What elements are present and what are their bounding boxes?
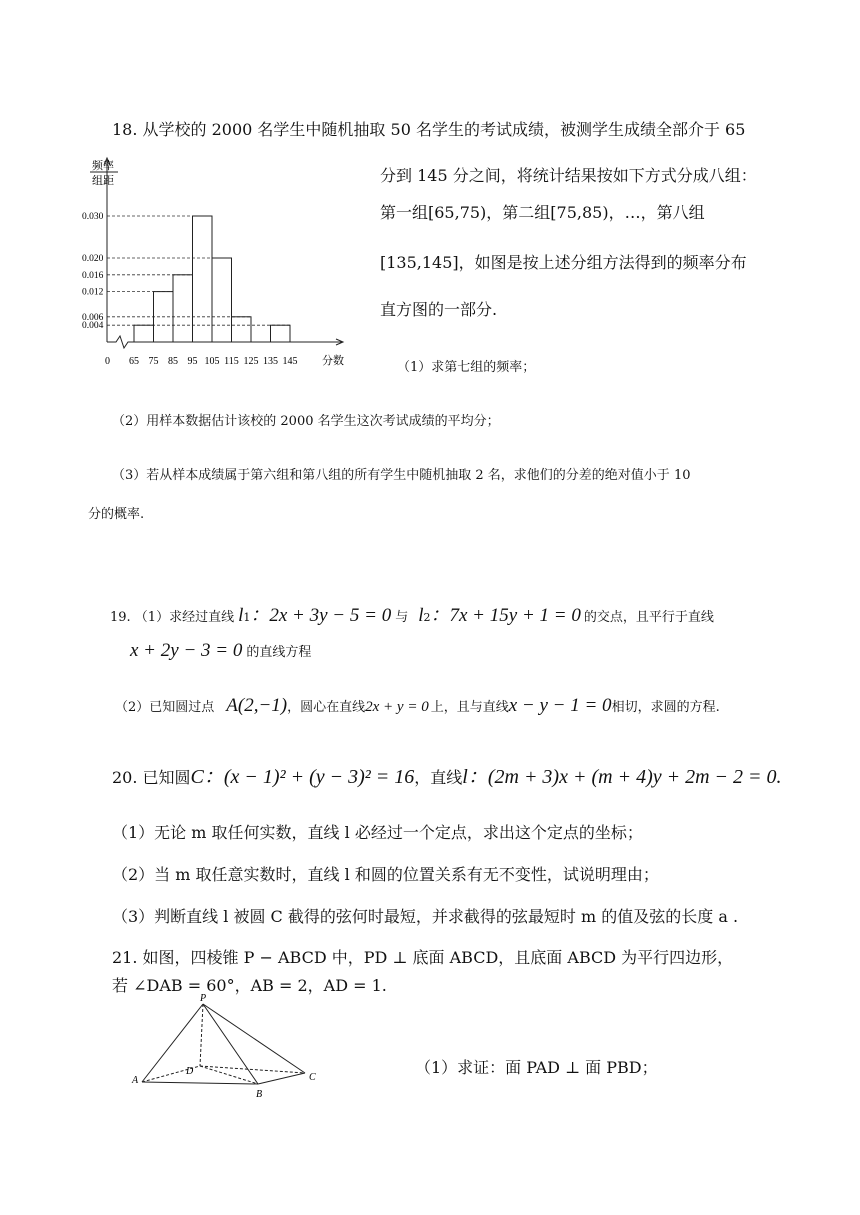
edge-pc <box>203 1004 305 1073</box>
vertex-c: C <box>309 1072 316 1083</box>
q18-part2: （2）用样本数据估计该校的 2000 名学生这次考试成绩的平均分； <box>112 414 500 429</box>
q19-part2-d: 相切，求圆的方程. <box>611 700 720 715</box>
x-tick-label: 115 <box>224 356 239 367</box>
q18-part3-line1: （3）若从样本成绩属于第六组和第八组的所有学生中随机抽取 2 名，求他们的分差的绝对值小于 10 <box>112 468 691 483</box>
x-tick-label: 65 <box>129 356 139 367</box>
histogram-bar <box>193 216 213 342</box>
histogram-x-ticks <box>129 356 298 367</box>
q19-part2-a: （2）已知圆过点 <box>115 700 215 715</box>
q19-part1-tail: 的交点，且平行于直线 <box>583 610 714 625</box>
q19-part2-b: ，圆心在直线 <box>287 700 366 715</box>
q21-line2: 若 ∠DAB = 60°，AB = 2，AD = 1. <box>112 976 387 995</box>
l2-equation: ：7x + 15y + 1 = 0 <box>430 605 581 626</box>
q20-statement <box>112 760 782 789</box>
q19-part1-label: 19. （1）求经过直线 <box>110 610 235 625</box>
x-tick-label: 85 <box>168 356 178 367</box>
y-label-bottom: 组距 <box>92 175 114 187</box>
l1-symbol: l <box>238 605 244 626</box>
q20-part1: （1）无论 m 取任何实数，直线 l 必经过一个定点，求出这个定点的坐标； <box>112 823 643 842</box>
histogram-bar <box>271 325 291 342</box>
x-axis-label: 分数 <box>322 355 344 367</box>
histogram-bar <box>134 325 154 342</box>
edge-db <box>200 1066 258 1084</box>
q18-line4: [135,145]，如图是按上述分组方法得到的频率分布 <box>380 253 747 272</box>
y-label-top: 频率 <box>92 160 114 172</box>
l1-subscript: 1 <box>243 611 251 624</box>
x-tick-label: 95 <box>187 356 198 367</box>
histogram-bar <box>212 258 232 342</box>
q18-line2: 分到 145 分之间，将统计结果按如下方式分成八组： <box>380 166 757 185</box>
histogram-bar <box>173 275 193 342</box>
histogram-bar <box>232 317 252 342</box>
parallel-line-equation: x + 2y − 3 = 0 <box>130 640 243 661</box>
center-line-equation: 2x + y = 0 <box>365 699 429 715</box>
y-tick-label: 0.030 <box>82 212 104 222</box>
q19-part2 <box>115 695 720 717</box>
point-a: A(2,−1) <box>226 695 288 716</box>
q19-part1-line2 <box>130 640 311 662</box>
q19-part1-line1 <box>110 600 714 627</box>
line-equation: l：(2m + 3)x + (m + 4)y + 2m − 2 = 0. <box>462 766 782 788</box>
q19-and: 与 <box>395 610 409 625</box>
l2-subscript: 2 <box>423 611 431 624</box>
q19-part1-line-tail: 的直线方程 <box>246 645 312 660</box>
edge-pa <box>142 1004 203 1082</box>
l1-equation: ：2x + 3y − 5 = 0 <box>250 605 392 626</box>
x-tick-label: 135 <box>263 356 278 367</box>
y-tick-label: 0.012 <box>82 287 104 298</box>
circle-equation: C：(x − 1)² + (y − 3)² = 16 <box>190 766 415 788</box>
q18-line1: 18. 从学校的 2000 名学生中随机抽取 50 名学生的考试成绩，被测学生成绩全部介于 65 <box>112 120 746 139</box>
y-tick-label: 0.004 <box>82 321 104 332</box>
q18-line5: 直方图的一部分. <box>380 300 498 319</box>
histogram-y-ticks <box>82 212 104 331</box>
tangent-line-equation: x − y − 1 = 0 <box>508 695 612 716</box>
q19-part2-c: 上，且与直线 <box>430 700 509 715</box>
histogram-axes <box>104 158 343 348</box>
x-tick-label: 145 <box>282 356 298 367</box>
origin-label: 0 <box>105 356 110 367</box>
edge-ab <box>142 1082 258 1084</box>
y-tick-label: 0.020 <box>82 254 104 264</box>
vertex-a: A <box>132 1075 139 1086</box>
l2-symbol: l <box>418 605 424 626</box>
edge-pb <box>203 1004 258 1084</box>
x-tick-label: 75 <box>148 356 159 367</box>
q20-mid: ，直线 <box>414 768 463 787</box>
edge-dc <box>200 1066 305 1073</box>
x-tick-label: 105 <box>204 356 220 367</box>
edge-bc <box>258 1073 305 1084</box>
vertex-b: B <box>256 1089 263 1100</box>
q20-part2: （2）当 m 取任意实数时，直线 l 和圆的位置关系有无不变性，试说明理由； <box>112 865 659 884</box>
q18-part1: （1）求第七组的频率； <box>397 360 536 375</box>
y-tick-label: 0.006 <box>82 312 104 323</box>
q20-part3: （3）判断直线 l 被圆 C 截得的弦何时最短，并求截得的弦最短时 m 的值及弦的长度 a . <box>112 907 739 926</box>
histogram-chart <box>80 152 370 377</box>
vertex-d: D <box>186 1066 194 1077</box>
vertex-p: P <box>200 993 207 1004</box>
x-axis <box>107 336 342 348</box>
q18-line3: 第一组[65,75)，第二组[75,85)，…，第八组 <box>380 203 705 222</box>
q21-line1: 21. 如图，四棱锥 P − ABCD 中，PD ⊥ 底面 ABCD，且底面 ABCD 为平行四边形， <box>112 948 734 967</box>
edge-pd <box>200 1004 203 1066</box>
q18-part3-line2: 分的概率. <box>88 507 145 522</box>
x-tick-label: 125 <box>243 356 259 367</box>
pyramid-figure <box>120 990 340 1105</box>
q20-head: 20. 已知圆 <box>112 768 191 787</box>
y-tick-label: 0.016 <box>82 270 104 281</box>
histogram-guides <box>107 216 290 325</box>
histogram-bars <box>134 216 290 342</box>
q21-part1: （1）求证：面 PAD ⊥ 面 PBD； <box>415 1058 658 1077</box>
